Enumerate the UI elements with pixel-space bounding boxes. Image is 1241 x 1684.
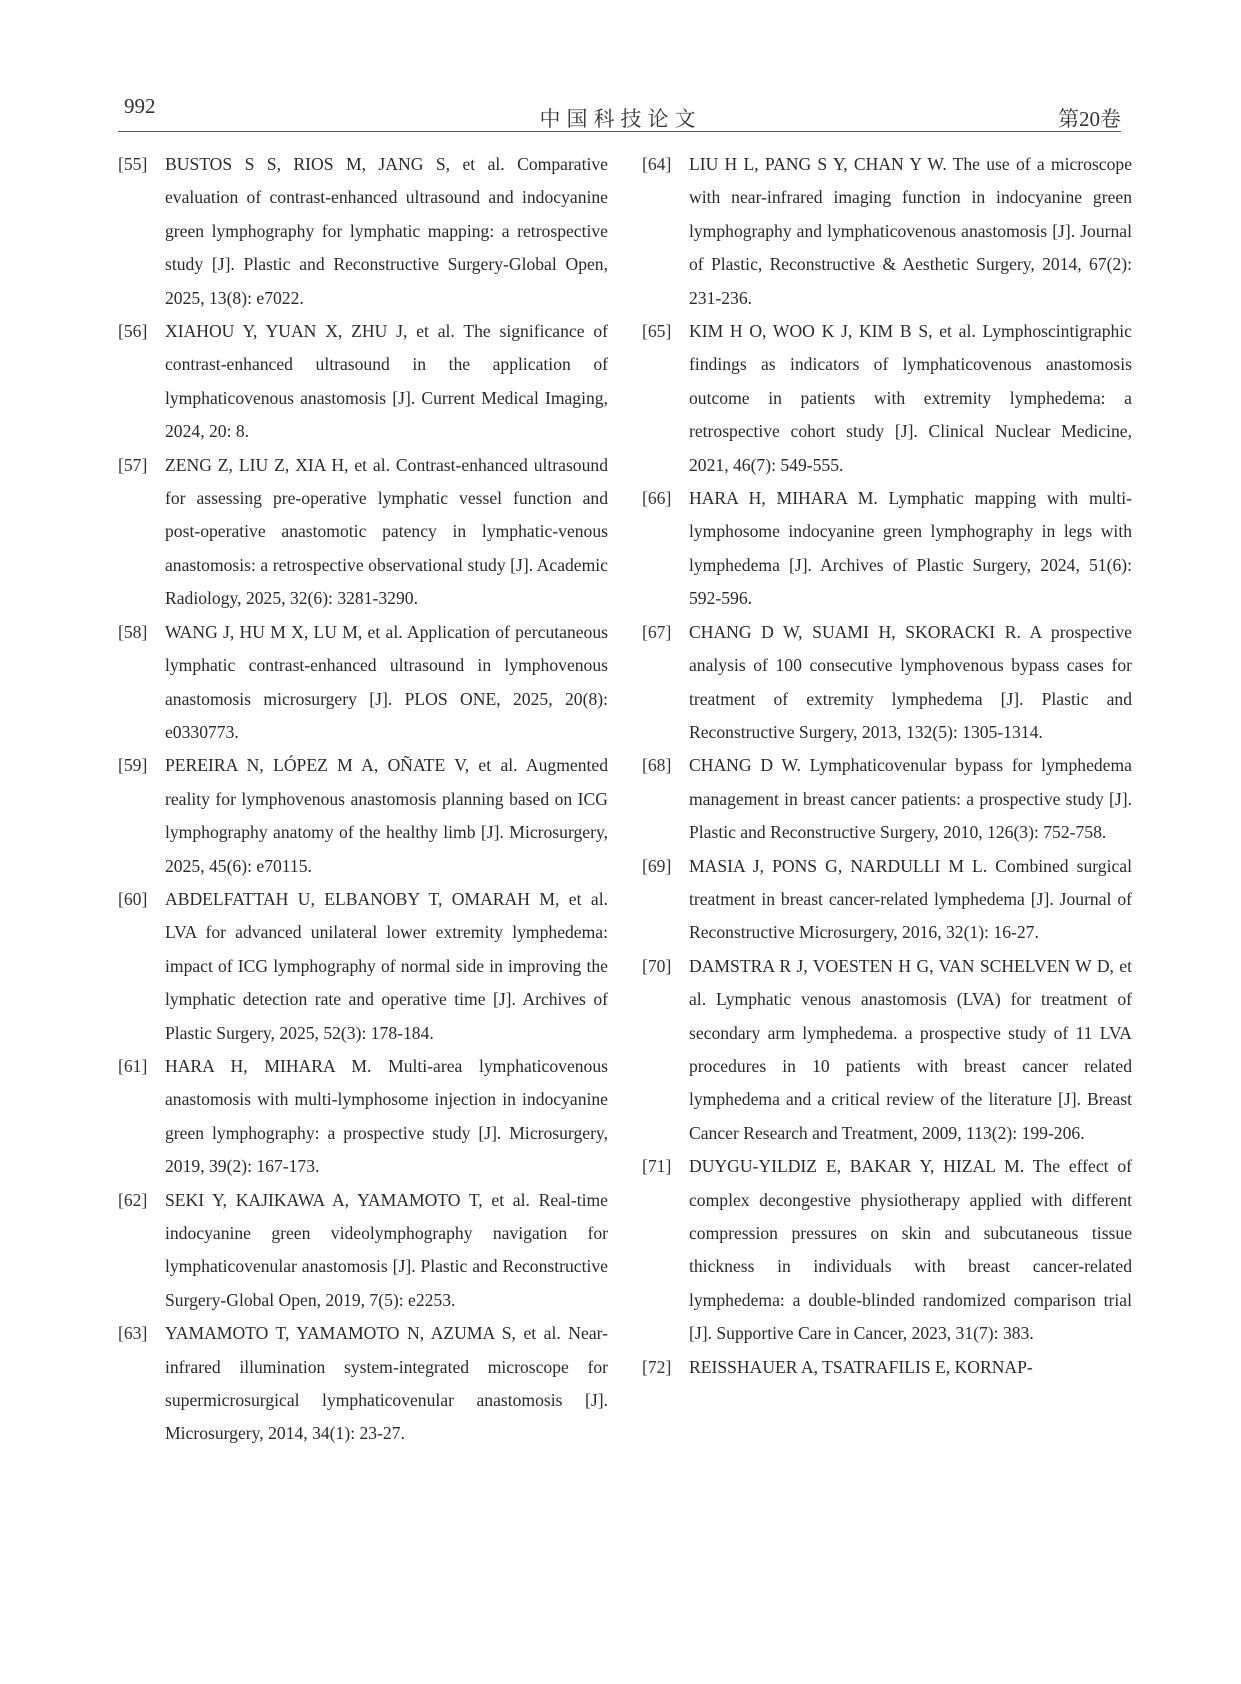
reference-text: DAMSTRA R J, VOESTEN H G, VAN SCHELVEN W D, et al. Lymphatic venous anastomosis (LVA) for treatment of secondary arm lymphedema. a prospective study of 11 LVA procedures in 10 patients with breast cancer related lymphedema and a critical review of the literature [J]. Breast Cancer Research and Treatment, 2009, 113(2): 199-206. [689,955,1132,1143]
reference-number: [63] [118,1323,148,1344]
reference-text: MASIA J, PONS G, NARDULLI M L. Combined surgical treatment in breast cancer-related lymphedema [J]. Journal of Reconstructive Microsurgery, 2016, 32(1): 16-27. [689,855,1132,943]
reference-number: [62] [118,1189,148,1210]
reference-number: [69] [642,855,672,876]
reference-text: YAMAMOTO T, YAMAMOTO N, AZUMA S, et al. Near-infrared illumination system-integrated microscope for supermicrosurgical lymphaticovenular anastomosis [J]. Microsurgery, 2014, 34(1): 23-27. [165,1323,608,1444]
reference-number: [67] [642,621,672,642]
reference-item [118,616,608,750]
reference-text: HARA H, MIHARA M. Multi-area lymphaticovenous anastomosis with multi-lymphosome injection in indocyanine green lymphography: a prospective study [J]. Microsurgery, 2019, 39(2): 167-173. [165,1055,608,1177]
reference-number: [57] [118,454,148,475]
reference-item [642,148,1132,315]
reference-text: CHANG D W. Lymphaticovenular bypass for lymphedema management in breast cancer patients: a prospective study [J]. Plastic and Reconstructive Surgery, 2010, 126(3): 752-758. [689,755,1132,843]
reference-item [642,749,1132,849]
reference-number: [61] [118,1055,148,1076]
reference-item [118,1317,608,1451]
reference-item [642,1351,1132,1384]
reference-text: ZENG Z, LIU Z, XIA H, et al. Contrast-enhanced ultrasound for assessing pre-operative lymphatic vessel function and post-operative anastomotic patency in lymphatic-venous anastomosis: a retrospective observational study [J]. Academic Radiology, 2025, 32(6): 3281-3290. [165,454,608,609]
reference-number: [59] [118,755,148,776]
reference-item [642,950,1132,1150]
reference-item [642,315,1132,482]
reference-number: [65] [642,321,672,342]
reference-item [118,1184,608,1318]
reference-text: SEKI Y, KAJIKAWA A, YAMAMOTO T, et al. Real-time indocyanine green videolymphography navigation for lymphaticovenular anastomosis [J]. Plastic and Reconstructive Surgery-Global Open, 2019, 7(5): e2253. [165,1189,608,1310]
reference-item [118,315,608,449]
page-number: 992 [124,94,156,118]
volume-label: 第20卷 [1058,107,1121,131]
reference-column-right [642,148,1132,1384]
reference-number: [55] [118,154,148,174]
reference-item [118,883,608,1050]
reference-text: HARA H, MIHARA M. Lymphatic mapping with multi-lymphosome indocyanine green lymphography in legs with lymphedema [J]. Archives of Plastic Surgery, 2024, 51(6): 592-596. [689,488,1132,609]
reference-text: XIAHOU Y, YUAN X, ZHU J, et al. The significance of contrast-enhanced ultrasound in the application of lymphaticovenous anastomosis [J]. Current Medical Imaging, 2024, 20: 8. [165,321,608,442]
reference-item [642,482,1132,616]
reference-text: BUSTOS S S, RIOS M, JANG S, et al. Comparative evaluation of contrast-enhanced ultrasound and indocyanine green lymphography for lymphatic mapping: a retrospective study [J]. Plastic and Reconstructive Surgery-Global Open, 2025, 13(8): e7022. [165,154,608,308]
reference-column-left [118,148,608,1451]
reference-number: [58] [118,621,148,642]
reference-number: [66] [642,488,672,509]
reference-text: ABDELFATTAH U, ELBANOBY T, OMARAH M, et al. LVA for advanced unilateral lower extremity lymphedema: impact of ICG lymphography of normal side in improving the lymphatic detection rate and operative time [J]. Archives of Plastic Surgery, 2025, 52(3): 178-184. [165,888,608,1043]
reference-text: DUYGU-YILDIZ E, BAKAR Y, HIZAL M. The effect of complex decongestive physiotherapy applied with different compression pressures on skin and subcutaneous tissue thickness in individuals with breast cancer-related lymphedema: a double-blinded randomized comparison trial [J]. Supportive Care in Cancer, 2023, 31(7): 383. [689,1156,1132,1344]
reference-number: [70] [642,955,672,976]
header-rule [118,131,1121,132]
page-header [0,0,1241,140]
reference-item [642,1150,1132,1350]
journal-title: 中国科技论文 [539,107,702,131]
reference-text: PEREIRA N, LÓPEZ M A, OÑATE V, et al. Augmented reality for lymphovenous anastomosis planning based on ICG lymphography anatomy of the healthy limb [J]. Microsurgery, 2025, 45(6): e70115. [165,755,608,876]
reference-number: [68] [642,755,672,776]
reference-item [642,850,1132,950]
reference-text: CHANG D W, SUAMI H, SKORACKI R. A prospective analysis of 100 consecutive lymphovenous bypass cases for treatment of extremity lymphedema [J]. Plastic and Reconstructive Surgery, 2013, 132(5): 1305-1314. [689,621,1132,742]
reference-text: LIU H L, PANG S Y, CHAN Y W. The use of a microscope with near-infrared imaging function in indocyanine green lymphography and lymphaticovenous anastomosis [J]. Journal of Plastic, Reconstructive & Aesthetic Surgery, 2014, 67(2): 231-236. [689,154,1132,308]
reference-item [118,148,608,315]
reference-item [118,449,608,616]
reference-text: KIM H O, WOO K J, KIM B S, et al. Lymphoscintigraphic findings as indicators of lymphaticovenous anastomosis outcome in patients with extremity lymphedema: a retrospective cohort study [J]. Clinical Nuclear Medicine, 2021, 46(7): 549-555. [689,321,1132,475]
reference-item [118,1050,608,1184]
reference-number: [60] [118,888,148,909]
reference-item [118,749,608,883]
reference-number: [56] [118,321,148,342]
reference-text: WANG J, HU M X, LU M, et al. Application of percutaneous lymphatic contrast-enhanced ultrasound in lymphovenous anastomosis microsurgery [J]. PLOS ONE, 2025, 20(8): e0330773. [165,621,608,742]
reference-number: [72] [642,1356,672,1377]
reference-item [642,616,1132,750]
reference-number: [64] [642,154,672,174]
reference-number: [71] [642,1156,672,1177]
reference-text: REISSHAUER A, TSATRAFILIS E, KORNAP- [689,1356,1033,1377]
